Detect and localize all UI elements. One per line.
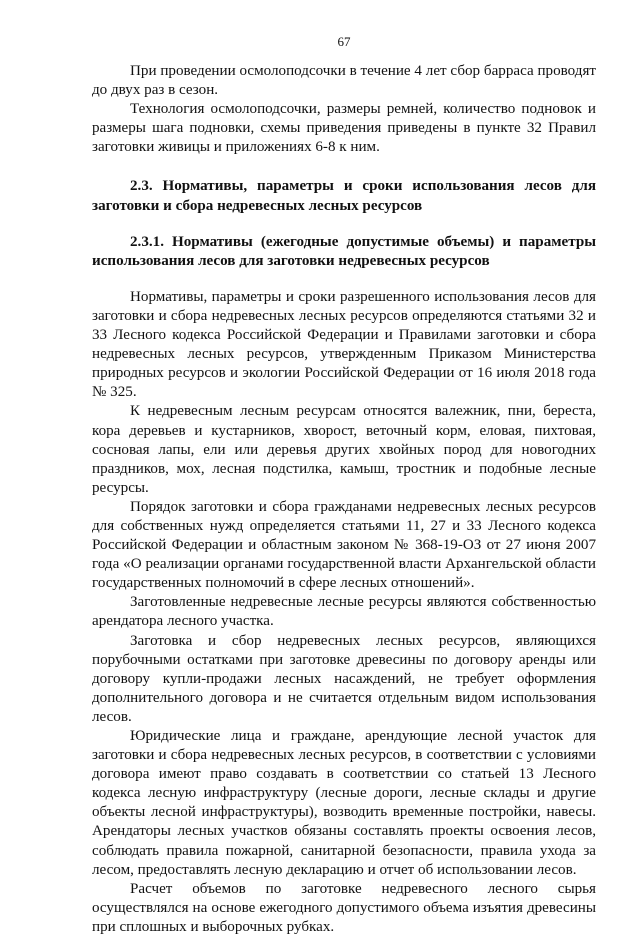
paragraph-logging-residues: Заготовка и сбор недревесных лесных ресурсов, являющихся порубочными остатками при заготовке древесины по договору аренды или договору купли-продажи лесных насаждений, не требует оформления дополнительного договора и не считается отдельным видом использования лесов. [92, 632, 596, 725]
section-heading-2-3-1: 2.3.1. Нормативы (ежегодные допустимые объемы) и параметры использования лесов для заготовки недревесных ресурсов [92, 233, 596, 269]
document-page [92, 34, 596, 937]
spacer [92, 157, 596, 177]
paragraph-resource-list: К недревесным лесным ресурсам относятся валежник, пни, береста, кора деревьев и кустарников, хворост, веточный корм, еловая, пихтовая, сосновая лапы, ели или деревья других хвойных пород для новогодних праздников, мох, лесная подстилка, камыш, тростник и подобные лесные ресурсы. [92, 403, 596, 496]
paragraph-tapping-collection: При проведении осмолоподсочки в течение 4 лет сбор барраса проводят до двух раз в сезон. [92, 63, 596, 99]
paragraph-tapping-technology: Технология осмолоподсочки, размеры ремней, количество подновок и размеры шага подновки, схемы приведения приведены в пункте 32 Правил заготовки живицы и приложениях 6-8 к ним. [92, 101, 596, 156]
section-heading-2-3: 2.3. Нормативы, параметры и сроки использования лесов для заготовки и сбора недревесных лесных ресурсов [92, 178, 596, 214]
paragraph-volume-calculation: Расчет объемов по заготовке недревесного лесного сырья осуществлялся на основе ежегодного допустимого объема изъятия древесины при сплошных и выборочных рубках. [92, 880, 596, 935]
paragraph-ownership: Заготовленные недревесные лесные ресурсы являются собственностью арендатора лесного участка. [92, 594, 596, 630]
page-number: 67 [337, 34, 351, 49]
paragraph-tenant-rights: Юридические лица и граждане, арендующие лесной участок для заготовки и сбора недревесных лесных ресурсов, в соответствии с условиями договора имеют право создавать в соответствии со статьей 13 Лесного кодекса лесную инфраструктуру (лесные дороги, лесные склады и другие объекты лесной инфраструктуры), возводить временные постройки, навесы. Арендаторы лесных участков обязаны составлять проекты освоения лесов, соблюдать правила пожарной, санитарной безопасности, правила ухода за лесом, предоставлять лесную декларацию и отчет об использовании лесов. [92, 728, 596, 878]
paragraph-citizen-procedure: Порядок заготовки и сбора гражданами недревесных лесных ресурсов для собственных нужд определяется статьями 11, 27 и 33 Лесного кодекса Российской Федерации и областным законом № 368-19-ОЗ от 27 июня 2007 года «О реализации органами государственной власти Архангельской области государственных полномочий в сфере лесных отношений». [92, 498, 596, 592]
paragraph-norms: Нормативы, параметры и сроки разрешенного использования лесов для заготовки и сбора недревесных лесных ресурсов определяются статьями 32 и 33 Лесного кодекса Российской Федерации и Правилами заготовки и сбора недревесных лесных ресурсов, утвержденным Приказом Министерства природных ресурсов и экологии Российской Федерации от 16 июля 2018 года № 325. [92, 288, 596, 401]
spacer [92, 216, 596, 233]
spacer [92, 271, 596, 288]
